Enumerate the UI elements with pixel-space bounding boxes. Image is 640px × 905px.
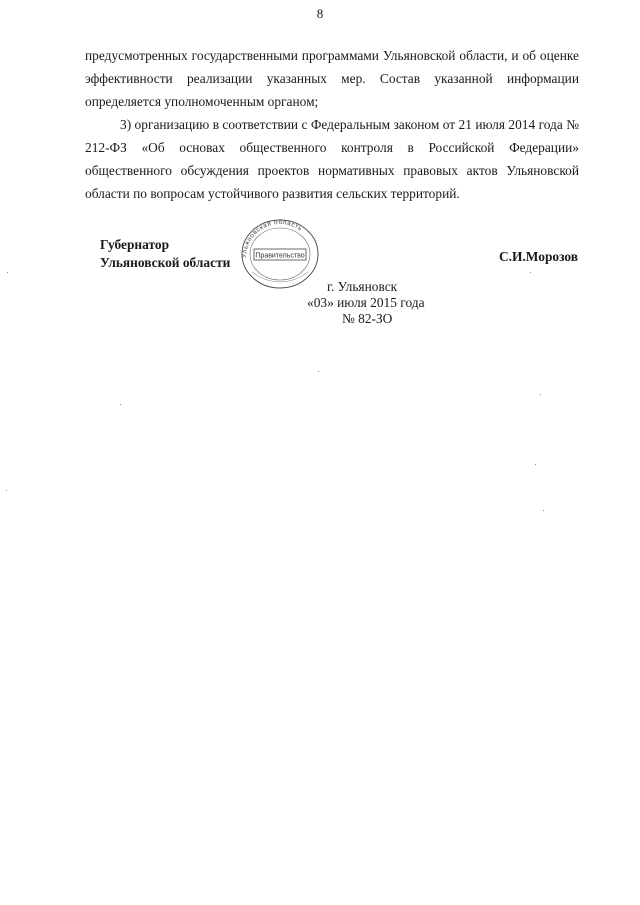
signer-title <box>100 236 230 272</box>
scan-speck <box>535 464 536 465</box>
scan-speck <box>318 371 319 372</box>
law-number: № 82-ЗО <box>342 311 393 326</box>
issue-city: г. Ульяновск <box>327 279 398 294</box>
paragraph-1: предусмотренных государственными программами Ульяновской области, и об оценке эффективности реализации указанных мер. Состав указанной информации определяется уполномоченным органом; <box>85 48 579 109</box>
scan-speck <box>6 490 7 491</box>
seal-center-text: Правительство <box>255 252 305 260</box>
scan-speck <box>120 404 121 405</box>
signer-title-line-2: Ульяновской области <box>100 255 231 270</box>
scan-speck <box>530 272 531 273</box>
issue-date: «03» июля 2015 года <box>307 295 425 310</box>
signer-title-line-1: Губернатор <box>100 237 170 252</box>
scan-speck <box>540 394 541 395</box>
scan-speck <box>7 272 8 273</box>
page-number: 8 <box>316 6 324 21</box>
paragraph-2: 3) организацию в соответствии с Федеральным законом от 21 июля 2014 года № 212-ФЗ «Об основах общественного контроля в Российской Федерации» общественного обсуждения проектов нормативных правовых актов Ульяновской области по вопросам устойчивого развития сельских территорий. <box>85 117 579 201</box>
signer-name: С.И.Морозов <box>499 249 578 264</box>
official-seal-icon <box>230 212 330 292</box>
scan-speck <box>543 510 544 511</box>
seal-ring-text: Ульяновская область <box>240 218 304 259</box>
